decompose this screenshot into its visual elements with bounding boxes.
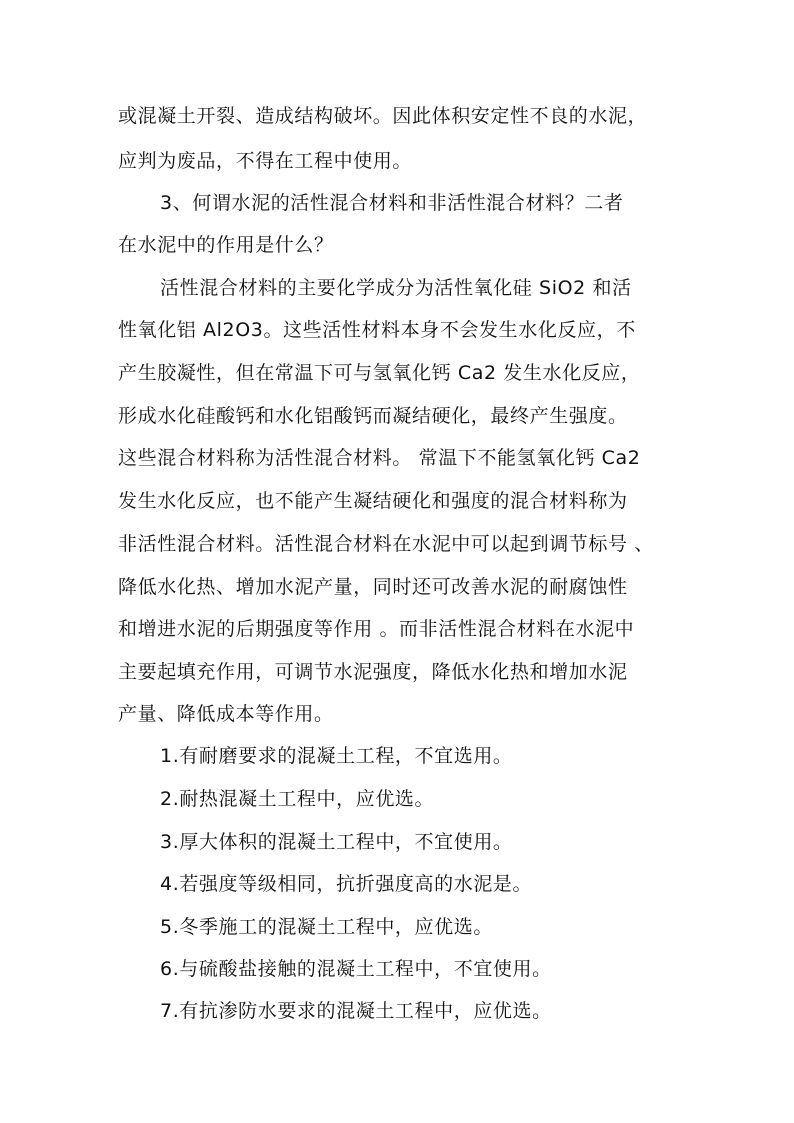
question-3-line-2: 在水泥中的作用是什么？	[118, 234, 334, 256]
question-3-line-1: 3、何谓水泥的活性混合材料和非活性混合材料？二者	[160, 192, 624, 214]
answer-line-9: 和增进水泥的后期强度等作用 。而非活性混合材料在水泥中	[118, 618, 635, 640]
list-item-1: 1.有耐磨要求的混凝土工程，不宜选用。	[160, 745, 513, 767]
answer-line-2: 性氧化铝 Al2O3。这些活性材料本身不会发生水化反应，不	[118, 319, 636, 341]
list-item-7: 7.有抗渗防水要求的混凝土工程中，应优选。	[160, 1000, 552, 1022]
answer-line-3: 产生胶凝性，但在常温下可与氢氧化钙 Ca2 发生水化反应，	[118, 362, 641, 384]
answer-line-8: 降低水化热、增加水泥产量，同时还可改善水泥的耐腐蚀性	[118, 576, 628, 598]
list-item-2: 2.耐热混凝土工程中，应优选。	[160, 788, 435, 810]
answer-line-7: 非活性混合材料。活性混合材料在水泥中可以起到调节标号 、	[118, 533, 654, 555]
answer-line-5: 这些混合材料称为活性混合材料。 常温下不能氢氧化钙 Ca2	[118, 447, 641, 469]
list-item-5: 5.冬季施工的混凝土工程中，应优选。	[160, 916, 493, 938]
list-item-6: 6.与硫酸盐接触的混凝土工程中，不宜使用。	[160, 958, 552, 980]
list-item-3: 3.厚大体积的混凝土工程中，不宜使用。	[160, 831, 513, 853]
text-line-1: 或混凝土开裂、造成结构破坏。因此体积安定性不良的水泥，	[118, 105, 648, 127]
answer-line-1: 活性混合材料的主要化学成分为活性氧化硅 SiO2 和活	[160, 277, 632, 299]
text-line-2: 应判为废品，不得在工程中使用。	[118, 150, 413, 172]
answer-line-11: 产量、降低成本等作用。	[118, 703, 334, 725]
answer-line-10: 主要起填充作用，可调节水泥强度，降低水化热和增加水泥	[118, 661, 628, 683]
answer-line-6: 发生水化反应，也不能产生凝结硬化和强度的混合材料称为	[118, 490, 628, 512]
list-item-4: 4.若强度等级相同，抗折强度高的水泥是。	[160, 873, 533, 895]
answer-line-4: 形成水化硅酸钙和水化铝酸钙而凝结硬化，最终产生强度。	[118, 405, 628, 427]
